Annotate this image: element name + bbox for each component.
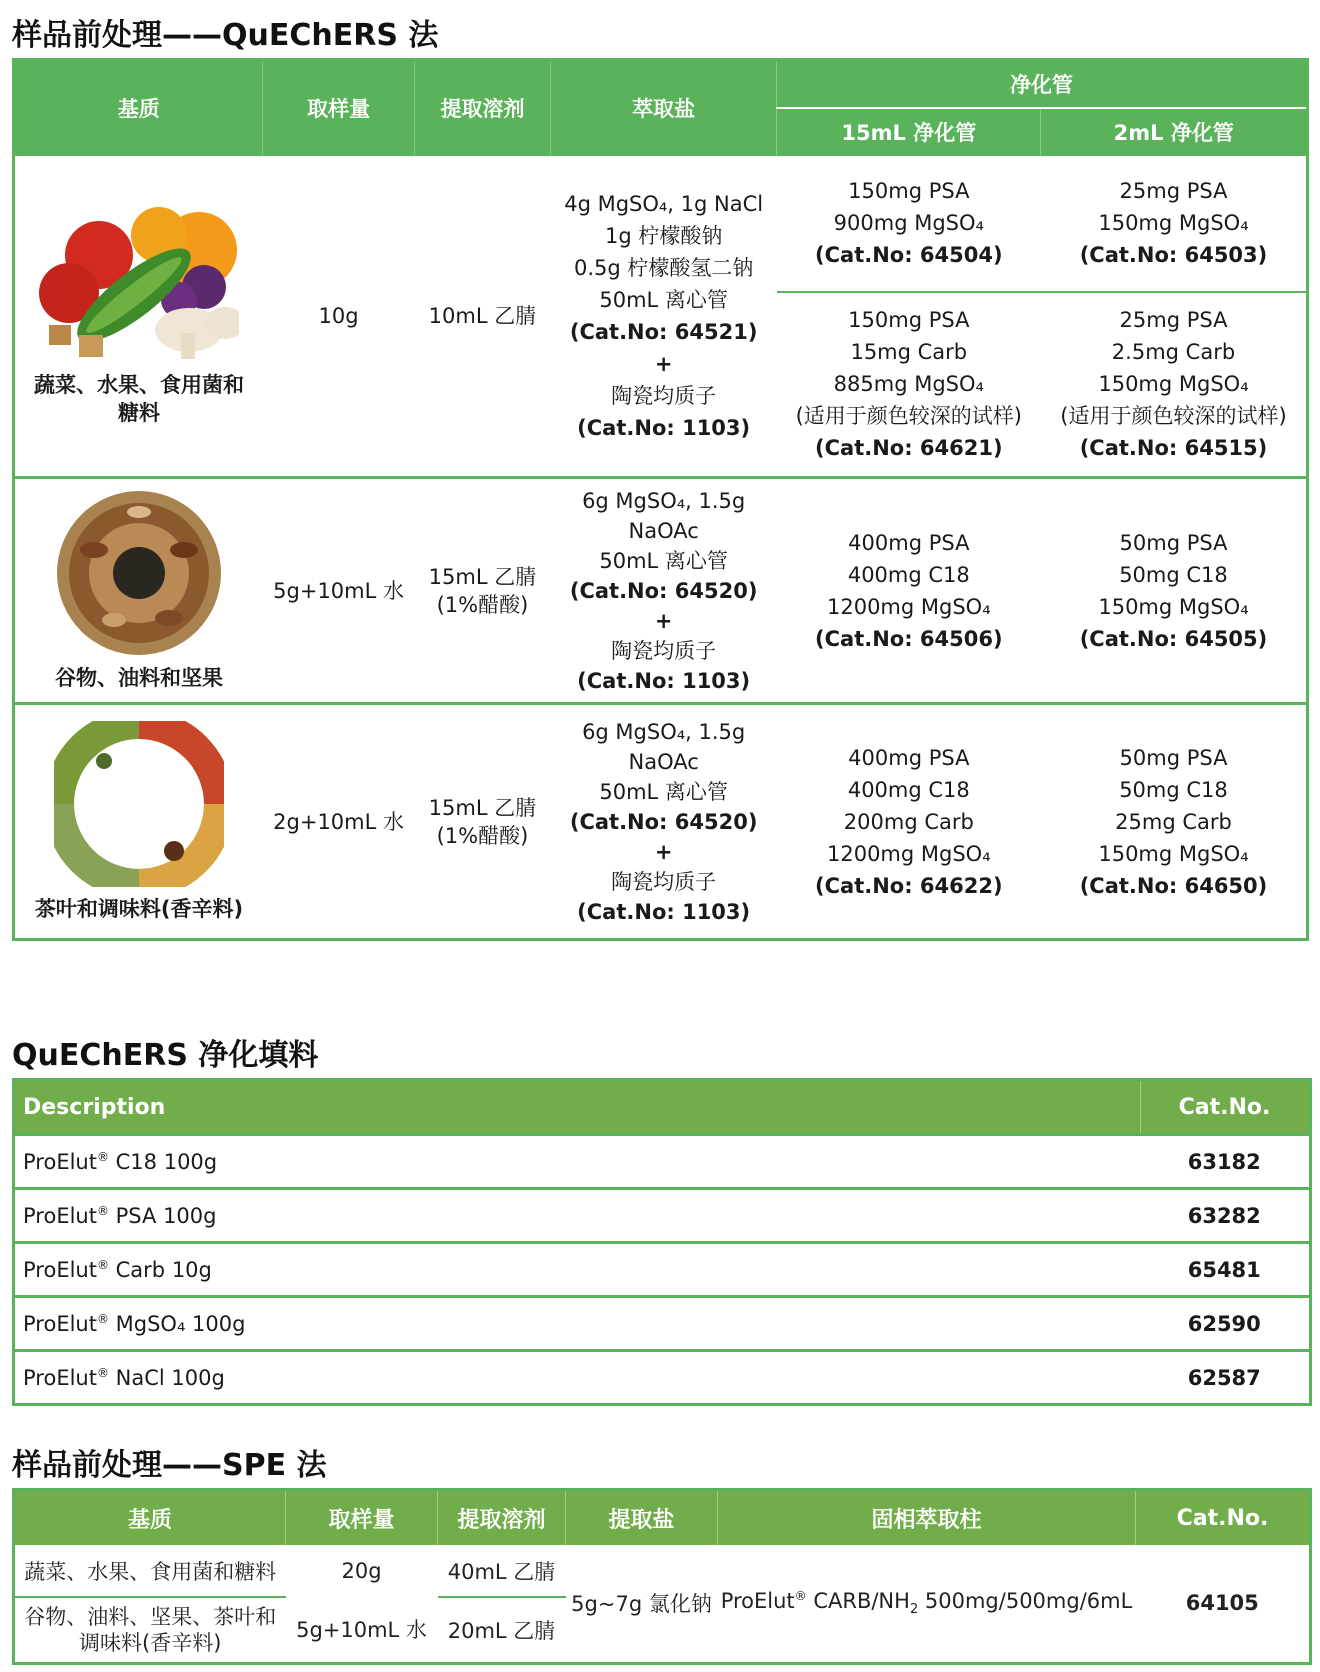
sorbent-name: MgSO₄ 100g: [108, 1311, 246, 1336]
row3-salt: [551, 704, 777, 940]
sorbent-name: C18 100g: [108, 1149, 218, 1174]
sorbents-table: [12, 1078, 1312, 1406]
section-title-sorbents: QuEChERS 净化填料: [12, 1038, 319, 1073]
row2-tube15: [777, 478, 1041, 704]
row3-tube15-line: 1200mg MgSO₄: [826, 841, 991, 866]
header-sample: 取样量: [263, 60, 414, 156]
registered-mark: ®: [96, 1257, 109, 1272]
row1-tube15-b-line: 150mg PSA: [848, 308, 970, 333]
table-row: [14, 1189, 1311, 1243]
row1-tube2-a: [1041, 156, 1308, 292]
spe-row2-solvent: 20mL 乙腈: [447, 1618, 556, 1643]
quechers-table: [12, 58, 1309, 941]
row3-tube2: [1041, 704, 1308, 940]
row1-tube15-a-line: 150mg PSA: [848, 179, 970, 203]
row1-tube2-a-line: 150mg MgSO₄: [1098, 211, 1249, 235]
spe-row2-matrix-line: 调味料(香辛料): [79, 1630, 222, 1655]
row1-tube2-b-cat: (Cat.No: 64515): [1079, 436, 1268, 461]
row1-tube2-b: [1041, 292, 1308, 478]
header-catno: Cat.No.: [1141, 1080, 1311, 1135]
spe-row1-solvent: 40mL 乙腈: [438, 1545, 566, 1597]
sorbent-cat: 63182: [1141, 1135, 1311, 1189]
row3-salt-line: 6g MgSO₄, 1.5g: [582, 719, 746, 744]
spe-row1-sample: 20g: [341, 1559, 382, 1583]
sorbent-desc: [14, 1189, 1141, 1243]
spe-header-salt: 提取盐: [566, 1490, 718, 1546]
spe-salt: 5g~7g 氯化钠: [571, 1592, 712, 1617]
row3-matrix-cell: [14, 704, 263, 940]
row3-tube15: [777, 704, 1041, 940]
header-description: Description: [14, 1080, 1141, 1135]
table-row: [14, 1297, 1311, 1351]
registered-mark: ®: [96, 1149, 109, 1164]
row1-tube2-a-cat: (Cat.No: 64503): [1079, 243, 1268, 267]
spe-row2-matrix: [14, 1597, 286, 1663]
header-salt: 萃取盐: [551, 60, 777, 156]
header-tube2: 2mL 净化管: [1041, 108, 1308, 156]
row1-matrix-cell: [14, 156, 263, 478]
row1-salt-cat2: (Cat.No: 1103): [577, 415, 751, 440]
row2-sample: 5g+10mL 水: [263, 478, 414, 704]
section-title-spe: 样品前处理——SPE 法: [12, 1448, 327, 1483]
row3-tube2-cat: (Cat.No: 64650): [1079, 873, 1268, 898]
column-subscript: 2: [909, 1602, 919, 1618]
row3-tube2-line: 150mg MgSO₄: [1098, 841, 1249, 866]
row3-sample: 2g+10mL 水: [273, 809, 404, 834]
row2-salt-line: 50mL 离心管: [599, 548, 728, 573]
row2-matrix-label: 谷物、油料和坚果: [54, 665, 223, 690]
spe-row2-sample: 5g+10mL 水: [296, 1618, 427, 1643]
row2-tube2-line: 50mg C18: [1119, 562, 1228, 587]
row1-salt-line: 0.5g 柠檬酸氢二钠: [573, 255, 754, 280]
row1-tube2-a-line: 25mg PSA: [1119, 179, 1228, 203]
row1-matrix-label: 蔬菜、水果、食用菌和糖料: [33, 372, 244, 425]
row2-tube2: [1041, 478, 1308, 704]
row2-salt-line: NaOAc: [628, 518, 699, 543]
row1-tube15-a-cat: (Cat.No: 64504): [815, 243, 1003, 267]
registered-mark: ®: [794, 1589, 807, 1604]
row1-solvent: 10mL 乙腈: [414, 156, 550, 478]
sorbent-name: NaCl 100g: [108, 1365, 225, 1390]
spe-row1-matrix: 蔬菜、水果、食用菌和糖料: [14, 1545, 286, 1597]
row2-solvent-note: (1%醋酸): [436, 592, 529, 617]
spe-header-solvent: 提取溶剂: [438, 1490, 566, 1546]
row3-salt-cat2: (Cat.No: 1103): [577, 899, 751, 924]
registered-mark: ®: [96, 1203, 109, 1218]
row1-tube15-b-note: (适用于颜色较深的试样): [795, 404, 1022, 429]
row2-tube15-line: 1200mg MgSO₄: [826, 594, 991, 619]
spe-row2-matrix-line: 谷物、油料、坚果、茶叶和: [24, 1604, 277, 1629]
row3-matrix-label: 茶叶和调味料(香辛料): [34, 896, 244, 921]
row2-matrix-cell: [14, 478, 263, 704]
column-phase: CARB/NH: [806, 1589, 910, 1614]
row3-tube2-line: 50mg PSA: [1119, 745, 1228, 770]
brand-name: ProElut: [23, 1365, 97, 1390]
row2-solvent-line: 15mL 乙腈: [428, 564, 537, 589]
row3-solvent-line: 15mL 乙腈: [428, 795, 537, 820]
registered-mark: ®: [96, 1365, 109, 1380]
brand-name: ProElut: [23, 1203, 97, 1228]
row1-salt-line: 4g MgSO₄, 1g NaCl: [564, 191, 764, 216]
header-matrix: 基质: [14, 60, 263, 156]
sorbent-desc: [14, 1135, 1141, 1189]
row1-salt-cat: (Cat.No: 64521): [569, 319, 758, 344]
sorbent-cat: 63282: [1141, 1189, 1311, 1243]
spe-cat: 64105: [1185, 1591, 1259, 1616]
row1-tube15-a-line: 900mg MgSO₄: [833, 211, 984, 235]
header-tube15: 15mL 净化管: [777, 108, 1041, 156]
row1-salt-line: 1g 柠檬酸钠: [604, 223, 723, 248]
row1-tube15-b: [777, 292, 1041, 478]
row2-tube2-line: 50mg PSA: [1119, 530, 1228, 555]
table-row: [14, 1135, 1311, 1189]
table-row: [14, 1243, 1311, 1297]
row3-tube15-line: 400mg C18: [847, 777, 970, 802]
section-title-quechers: 样品前处理——QuEChERS 法: [12, 18, 439, 53]
row1-sample: 10g: [263, 156, 414, 478]
row3-tube2-line: 50mg C18: [1119, 777, 1228, 802]
row2-salt-cat: (Cat.No: 64520): [569, 578, 758, 603]
row1-salt: [551, 156, 777, 478]
row3-tube15-cat: (Cat.No: 64622): [815, 873, 1003, 898]
spe-header-column: 固相萃取柱: [718, 1490, 1136, 1546]
spe-header-cat: Cat.No.: [1136, 1490, 1311, 1546]
row3-salt-plus: +: [654, 839, 673, 864]
row2-tube15-cat: (Cat.No: 64506): [815, 626, 1003, 651]
spe-header-sample: 取样量: [286, 1490, 438, 1546]
sorbent-cat: 62587: [1141, 1351, 1311, 1405]
sorbent-name: Carb 10g: [108, 1257, 212, 1282]
row2-salt-line: 陶瓷均质子: [611, 638, 717, 663]
sorbent-desc: [14, 1351, 1141, 1405]
row3-tube2-line: 25mg Carb: [1115, 809, 1232, 834]
header-cleanup: 净化管: [777, 60, 1308, 108]
row3-salt-line: 50mL 离心管: [599, 779, 728, 804]
row2-tube15-line: 400mg C18: [847, 562, 970, 587]
row2-salt-cat2: (Cat.No: 1103): [577, 668, 751, 693]
row3-salt-line: NaOAc: [628, 749, 699, 774]
column-spec: 500mg/500mg/6mL: [918, 1589, 1133, 1614]
spe-header-matrix: 基质: [14, 1490, 286, 1546]
row3-tube15-line: 200mg Carb: [843, 809, 974, 834]
row1-tube2-b-line: 150mg MgSO₄: [1098, 372, 1249, 397]
row3-solvent: [414, 704, 550, 940]
sorbent-desc: [14, 1297, 1141, 1351]
row3-tube15-line: 400mg PSA: [848, 745, 970, 770]
row3-salt-line: 陶瓷均质子: [611, 869, 717, 894]
header-solvent: 提取溶剂: [414, 60, 550, 156]
row1-tube15-b-line: 15mg Carb: [850, 340, 968, 365]
row1-salt-line: 50mL 离心管: [599, 287, 728, 312]
row2-solvent: [414, 478, 550, 704]
row3-solvent-note: (1%醋酸): [436, 823, 529, 848]
row1-tube2-b-note: (适用于颜色较深的试样): [1060, 404, 1287, 429]
row1-tube15-b-cat: (Cat.No: 64621): [815, 436, 1003, 461]
row2-tube2-cat: (Cat.No: 64505): [1079, 626, 1268, 651]
row2-salt-line: 6g MgSO₄, 1.5g: [582, 488, 746, 513]
sorbent-cat: 65481: [1141, 1243, 1311, 1297]
vegetables-fruits-photo-icon: [39, 205, 239, 361]
sorbent-cat: 62590: [1141, 1297, 1311, 1351]
registered-mark: ®: [96, 1311, 109, 1326]
brand-name: ProElut: [23, 1257, 97, 1282]
row1-tube15-a: [777, 156, 1041, 292]
tea-spices-photo-icon: [54, 721, 224, 887]
spe-table: [12, 1488, 1312, 1665]
row1-tube2-b-line: 25mg PSA: [1119, 308, 1228, 333]
spe-column: [718, 1545, 1136, 1663]
row2-tube2-line: 150mg MgSO₄: [1098, 594, 1249, 619]
grains-nuts-photo-icon: [54, 490, 224, 656]
row2-salt-plus: +: [654, 608, 673, 633]
row3-salt-cat: (Cat.No: 64520): [569, 809, 758, 834]
brand-name: ProElut: [23, 1149, 97, 1174]
row1-tube2-b-line: 2.5mg Carb: [1111, 340, 1236, 365]
row2-tube15-line: 400mg PSA: [848, 530, 970, 555]
row2-salt: [551, 478, 777, 704]
table-row: [14, 1351, 1311, 1405]
brand-name: ProElut: [720, 1589, 795, 1614]
row1-tube15-b-line: 885mg MgSO₄: [833, 372, 984, 397]
brand-name: ProElut: [23, 1311, 97, 1336]
sorbent-name: PSA 100g: [108, 1203, 217, 1228]
row1-salt-plus: +: [654, 351, 673, 376]
sorbent-desc: [14, 1243, 1141, 1297]
row1-salt-line: 陶瓷均质子: [611, 383, 717, 408]
